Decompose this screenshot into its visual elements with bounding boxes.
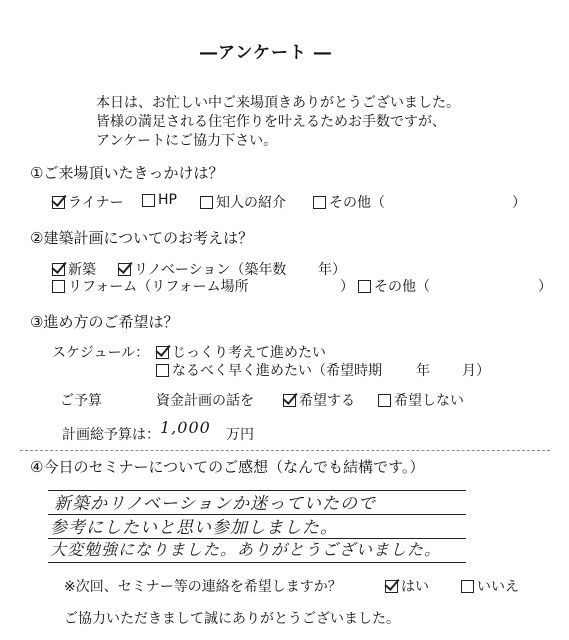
q1-option-other[interactable] xyxy=(313,192,385,212)
q3-option-want-label: 希望する xyxy=(299,393,355,409)
contact-option-no-label: いいえ xyxy=(477,579,519,595)
q3-budget-label: ご予算 xyxy=(60,393,102,409)
contact-option-no[interactable] xyxy=(461,576,519,596)
q2-option-reform-label: リフォーム（リフォーム場所 xyxy=(68,279,249,295)
question-2-label: ②建築計画についてのお考えは？ xyxy=(30,229,254,247)
q1-option-referral[interactable] xyxy=(200,192,286,212)
q1-option-other-label: その他（ xyxy=(329,195,385,211)
q3-option-slow[interactable] xyxy=(156,342,326,362)
q2-option-reform[interactable] xyxy=(52,276,249,296)
checkbox-checked-icon[interactable] xyxy=(156,346,169,359)
q3-option-slow-label: じっくり考えて進めたい xyxy=(172,345,326,361)
q1-option-liner-label: ライナー xyxy=(68,195,124,211)
checkbox-icon[interactable] xyxy=(142,194,155,207)
checkbox-checked-icon[interactable] xyxy=(52,263,65,276)
q2-other-close-paren: ） xyxy=(538,279,552,295)
answer-rule xyxy=(48,562,466,563)
checkbox-icon[interactable] xyxy=(52,280,65,293)
q1-option-hp-label: HP xyxy=(158,192,177,208)
q1-option-hp[interactable] xyxy=(142,192,177,208)
closing-message: ご協力いただきまして誠にありがとうございました。 xyxy=(64,611,400,627)
checkbox-checked-icon[interactable] xyxy=(52,196,65,209)
question-4-label: ④今日のセミナーについてのご感想（なんでも結構です。） xyxy=(30,458,425,476)
q3-funding-text: 資金計画の話を xyxy=(156,393,254,409)
checkbox-icon[interactable] xyxy=(358,280,371,293)
q1-option-liner[interactable] xyxy=(52,192,124,212)
q4-answer-line-1: 新築かリノベーションか迷っていたので xyxy=(54,494,376,514)
checkbox-icon[interactable] xyxy=(313,196,326,209)
checkbox-icon[interactable] xyxy=(461,580,474,593)
q3-option-want[interactable] xyxy=(283,390,355,410)
q4-answer-line-3: 大変勉強になりました。ありがとうございました。 xyxy=(50,540,442,559)
q2-year-suffix: 年） xyxy=(318,262,346,278)
intro-line-3: アンケートにご協力下さい。 xyxy=(96,133,278,149)
q3-month-label: 月） xyxy=(462,363,490,379)
checkbox-icon[interactable] xyxy=(156,364,169,377)
checkbox-checked-icon[interactable] xyxy=(283,394,296,407)
checkbox-checked-icon[interactable] xyxy=(385,580,398,593)
q3-total-budget-unit: 万円 xyxy=(226,427,254,443)
checkbox-icon[interactable] xyxy=(200,196,213,209)
q1-option-referral-label: 知人の紹介 xyxy=(216,195,286,211)
q1-close-paren: ） xyxy=(512,195,526,211)
q3-option-not-want-label: 希望しない xyxy=(394,393,464,409)
q3-schedule-label: スケジュール： xyxy=(52,345,150,361)
contact-option-yes[interactable] xyxy=(385,576,429,596)
q2-option-renovation-label: リノベーション（築年数 xyxy=(134,262,287,278)
question-1-label: ①ご来場頂いたきっかけは？ xyxy=(30,164,224,182)
contact-question: ※次回、セミナー等の連絡を希望しますか？ xyxy=(64,579,342,595)
q2-option-other[interactable] xyxy=(358,276,430,296)
q3-option-fast-label: なるべく早く進めたい（希望時期 xyxy=(172,363,382,379)
intro-line-1: 本日は、お忙しい中ご来場頂きありがとうございました。 xyxy=(96,95,460,111)
q3-total-budget-value: 1,000 xyxy=(160,418,211,437)
q2-option-other-label: その他（ xyxy=(374,279,430,295)
q2-option-new-label: 新築 xyxy=(68,262,96,278)
q3-total-budget-label: 計画総予算は： xyxy=(62,427,160,443)
q3-year-label: 年 xyxy=(416,363,430,379)
page-title: ―アンケート ― xyxy=(200,43,332,63)
contact-option-yes-label: はい xyxy=(401,579,429,595)
q3-option-fast[interactable] xyxy=(156,360,382,380)
intro-line-2: 皆様の満足される住宅作りを叶えるためお手数ですが、 xyxy=(96,114,446,130)
question-3-label: ③進め方のご希望は？ xyxy=(30,313,179,331)
checkbox-icon[interactable] xyxy=(378,394,391,407)
q3-option-not-want[interactable] xyxy=(378,390,464,410)
q4-answer-line-2: 参考にしたいと思い参加しました。 xyxy=(50,518,338,538)
checkbox-checked-icon[interactable] xyxy=(118,263,131,276)
q2-reform-close-paren: ） xyxy=(340,279,354,295)
section-divider xyxy=(20,450,550,451)
